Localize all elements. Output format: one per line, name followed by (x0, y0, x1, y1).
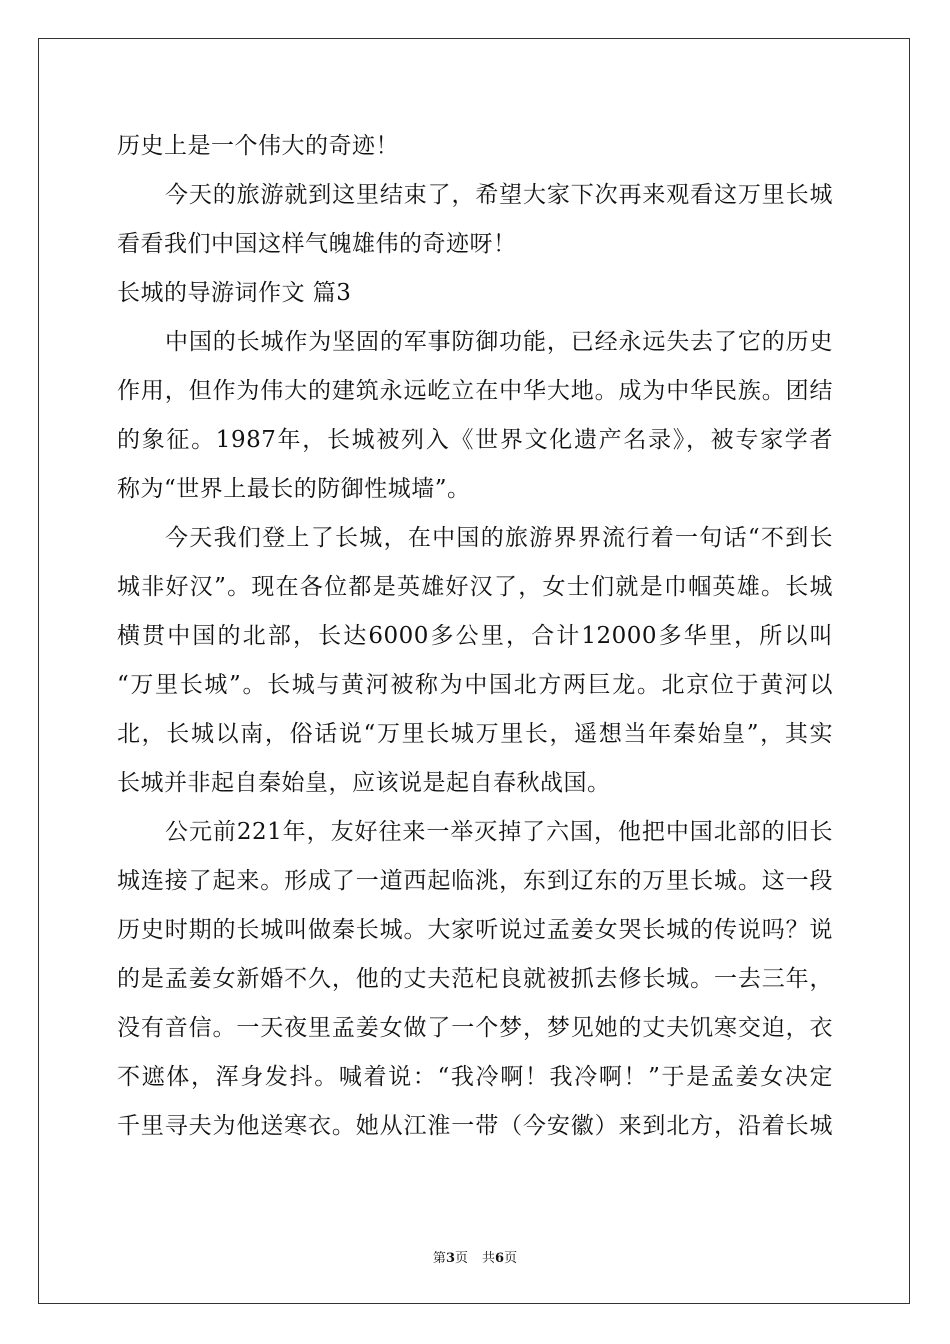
text-line-11: 横贯中国的北部，长达6000多公里，合计12000多华里，所以叫 (117, 623, 833, 649)
text-line-19: 没有音信。一天夜里孟姜女做了一个梦，梦见她的丈夫饥寒交迫，衣 (117, 1015, 833, 1041)
text-line-2: 今天的旅游就到这里结束了，希望大家下次再来观看这万里长城 (165, 182, 833, 208)
text-line-1: 历史上是一个伟大的奇迹！ (117, 133, 399, 159)
footer-current-page: 3 (445, 1251, 455, 1266)
text-line-12: “万里长城”。长城与黄河被称为中国北方两巨龙。北京位于黄河以 (117, 672, 833, 698)
footer-prefix: 第 (432, 1251, 446, 1266)
document-body (117, 128, 833, 1157)
text-line-5: 中国的长城作为坚固的军事防御功能，已经永远失去了它的历史 (165, 329, 833, 355)
text-line-15: 公元前221年，友好往来一举灭掉了六国，他把中国北部的旧长 (165, 819, 833, 845)
page-footer (0, 1247, 950, 1266)
text-line-14: 长城并非起自秦始皇，应该说是起自春秋战国。 (117, 770, 611, 796)
text-line-3: 看看我们中国这样气魄雄伟的奇迹呀！ (117, 231, 517, 257)
text-line-16: 城连接了起来。形成了一道西起临洮，东到辽东的万里长城。这一段 (117, 868, 833, 894)
text-line-8: 称为“世界上最长的防御性城墙”。 (117, 476, 471, 502)
footer-total-pages: 6 (495, 1251, 505, 1266)
text-line-21: 千里寻夫为他送寒衣。她从江淮一带（今安徽）来到北方，沿着长城 (117, 1113, 833, 1139)
text-line-18: 的是孟姜女新婚不久，他的丈夫范杞良就被抓去修长城。一去三年， (117, 966, 833, 992)
section-heading: 长城的导游词作文 篇3 (117, 280, 352, 306)
footer-page-suffix: 页 (454, 1251, 468, 1266)
text-line-17: 历史时期的长城叫做秦长城。大家听说过孟姜女哭长城的传说吗？说 (117, 917, 833, 943)
text-line-10: 城非好汉”。现在各位都是英雄好汉了，女士们就是巾帼英雄。长城 (117, 574, 833, 600)
footer-total-prefix: 共 (482, 1251, 496, 1266)
text-line-13: 北，长城以南，俗话说“万里长城万里长，遥想当年秦始皇”，其实 (117, 721, 833, 747)
text-line-6: 作用，但作为伟大的建筑永远屹立在中华大地。成为中华民族。团结 (117, 378, 833, 404)
text-line-7: 的象征。1987年，长城被列入《世界文化遗产名录》，被专家学者 (117, 427, 833, 453)
text-line-20: 不遮体，浑身发抖。喊着说：“我冷啊！我冷啊！”于是孟姜女决定 (117, 1064, 833, 1090)
footer-total-suffix: 页 (504, 1251, 518, 1266)
text-line-9: 今天我们登上了长城，在中国的旅游界界流行着一句话“不到长 (165, 525, 833, 551)
